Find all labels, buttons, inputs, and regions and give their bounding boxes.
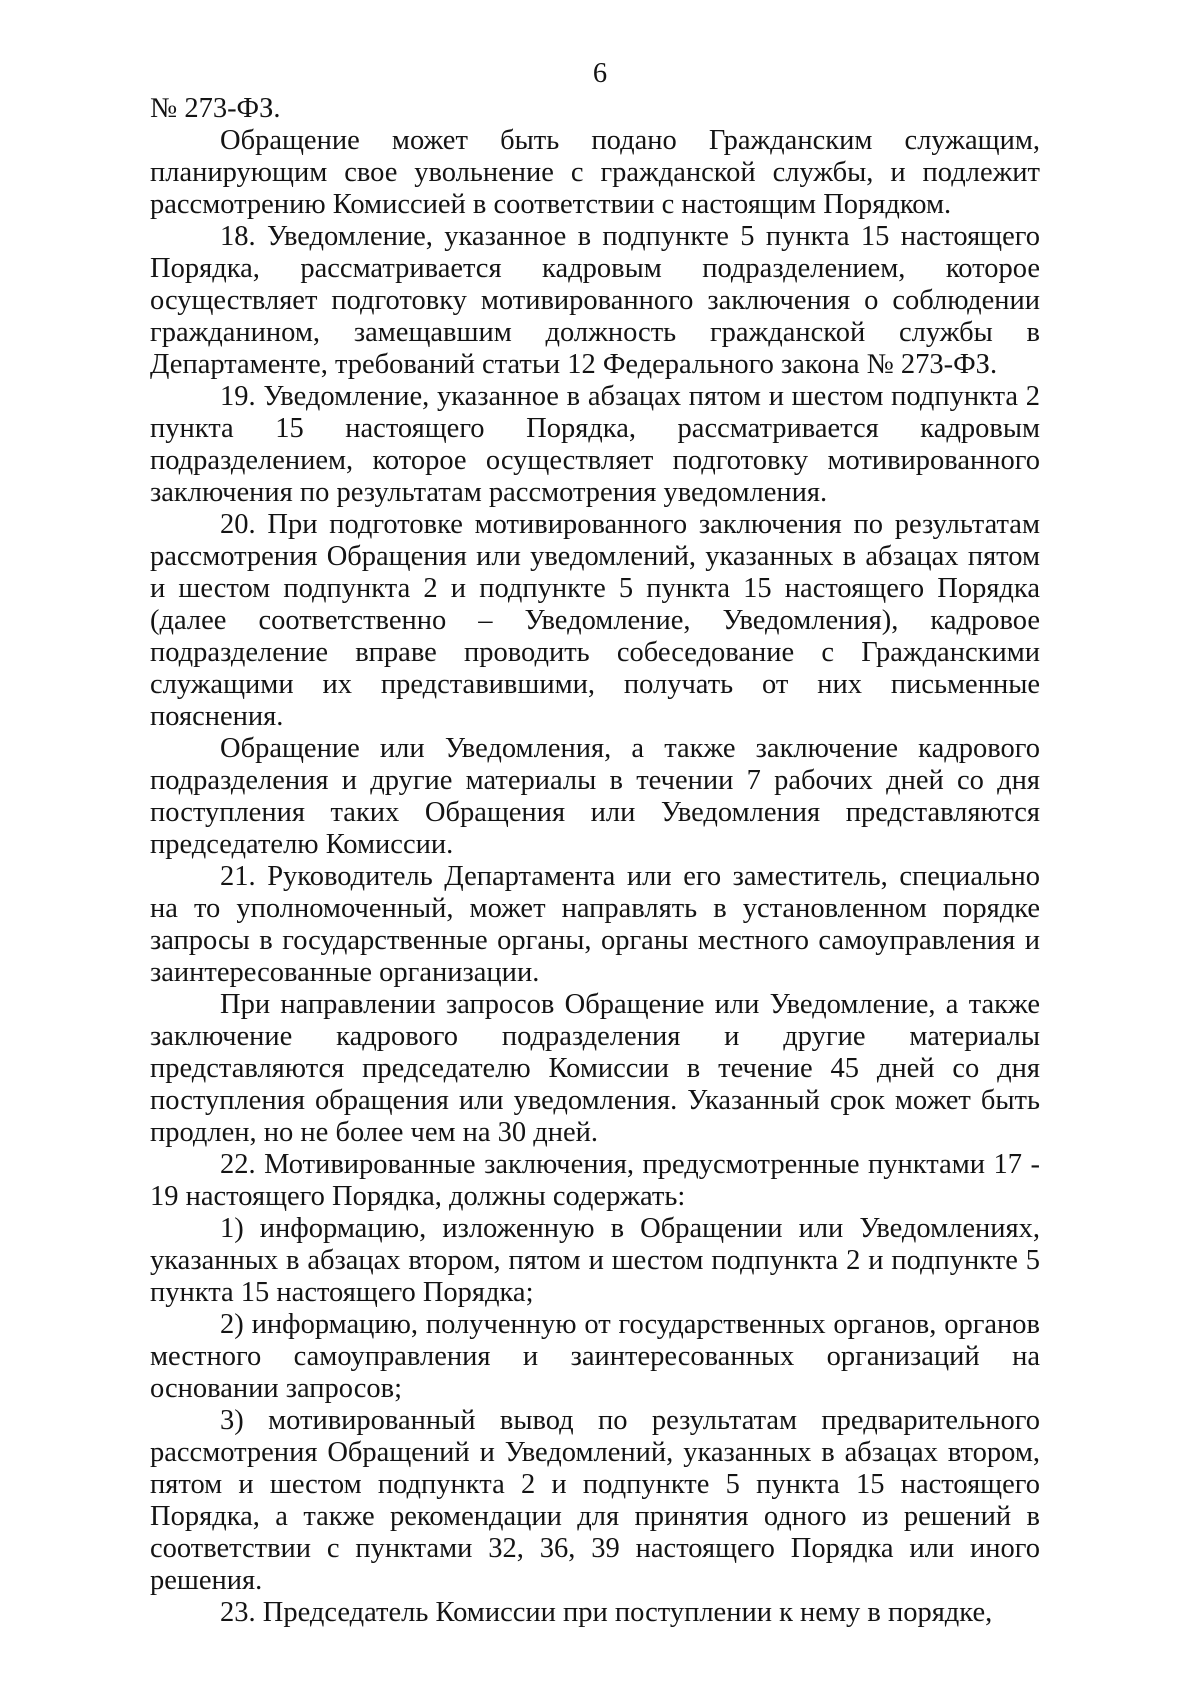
paragraph-item-18: 18. Уведомление, указанное в подпункте 5 пункта 15 настоящего Порядка, рассматривается кадровым подразделением, которое осуществляет подготовку мотивированного заключения о соблюдении гражданином, замещавшим должность гражданской службы в Департаменте, требований статьи 12 Федерального закона № 273-ФЗ.: [150, 221, 1040, 380]
paragraph-item-22-subitem-2: 2) информацию, полученную от государственных органов, органов местного самоуправления и заинтересованных организаций на основании запросов;: [150, 1309, 1040, 1404]
paragraph-item-22-subitem-3: 3) мотивированный вывод по результатам предварительного рассмотрения Обращений и Уведомлений, указанных в абзацах втором, пятом и шестом подпункта 2 и подпункте 5 пункта 15 настоящего Порядка, а также рекомендации для принятия одного из решений в соответствии с пунктами 32, 36, 39 настоящего Порядка или иного решения.: [150, 1405, 1040, 1596]
document-body: [150, 93, 1040, 1629]
page-number: 6: [592, 58, 608, 89]
paragraph-item-19: 19. Уведомление, указанное в абзацах пятом и шестом подпункта 2 пункта 15 настоящего Порядка, рассматривается кадровым подразделением, которое осуществляет подготовку мотивированного заключения по результатам рассмотрения уведомления.: [150, 381, 1040, 508]
paragraph-item-20: 20. При подготовке мотивированного заключения по результатам рассмотрения Обращения или уведомлений, указанных в абзацах пятом и шестом подпункта 2 и подпункте 5 пункта 15 настоящего Порядка (далее соответственно – Уведомление, Уведомления), кадровое подразделение вправе проводить собеседование с Гражданскими служащими их представившими, получать от них письменные пояснения.: [150, 509, 1040, 732]
paragraph-item-21: 21. Руководитель Департамента или его заместитель, специально на то уполномоченный, может направлять в установленном порядке запросы в государственные органы, органы местного самоуправления и заинтересованные организации.: [150, 861, 1040, 988]
paragraph-item-20-materials: Обращение или Уведомления, а также заключение кадрового подразделения и другие материалы в течении 7 рабочих дней со дня поступления таких Обращения или Уведомления представляются председателю Комиссии.: [150, 733, 1040, 860]
paragraph-item-22-subitem-1: 1) информацию, изложенную в Обращении или Уведомлениях, указанных в абзацах втором, пятом и шестом подпункта 2 и подпункте 5 пункта 15 настоящего Порядка;: [150, 1213, 1040, 1308]
paragraph-appeal-submission: Обращение может быть подано Гражданским служащим, планирующим свое увольнение с гражданской службы, и подлежит рассмотрению Комиссией в соответствии с настоящим Порядком.: [150, 125, 1040, 220]
paragraph-item-21-requests: При направлении запросов Обращение или Уведомление, а также заключение кадрового подразделения и другие материалы представляются председателю Комиссии в течение 45 дней со дня поступления обращения или уведомления. Указанный срок может быть продлен, но не более чем на 30 дней.: [150, 989, 1040, 1148]
paragraph-law-reference-tail: № 273-ФЗ.: [150, 93, 281, 124]
paragraph-item-22: 22. Мотивированные заключения, предусмотренные пунктами 17 - 19 настоящего Порядка, должны содержать:: [150, 1149, 1040, 1212]
paragraph-item-23: 23. Председатель Комиссии при поступлении к нему в порядке,: [220, 1597, 993, 1628]
